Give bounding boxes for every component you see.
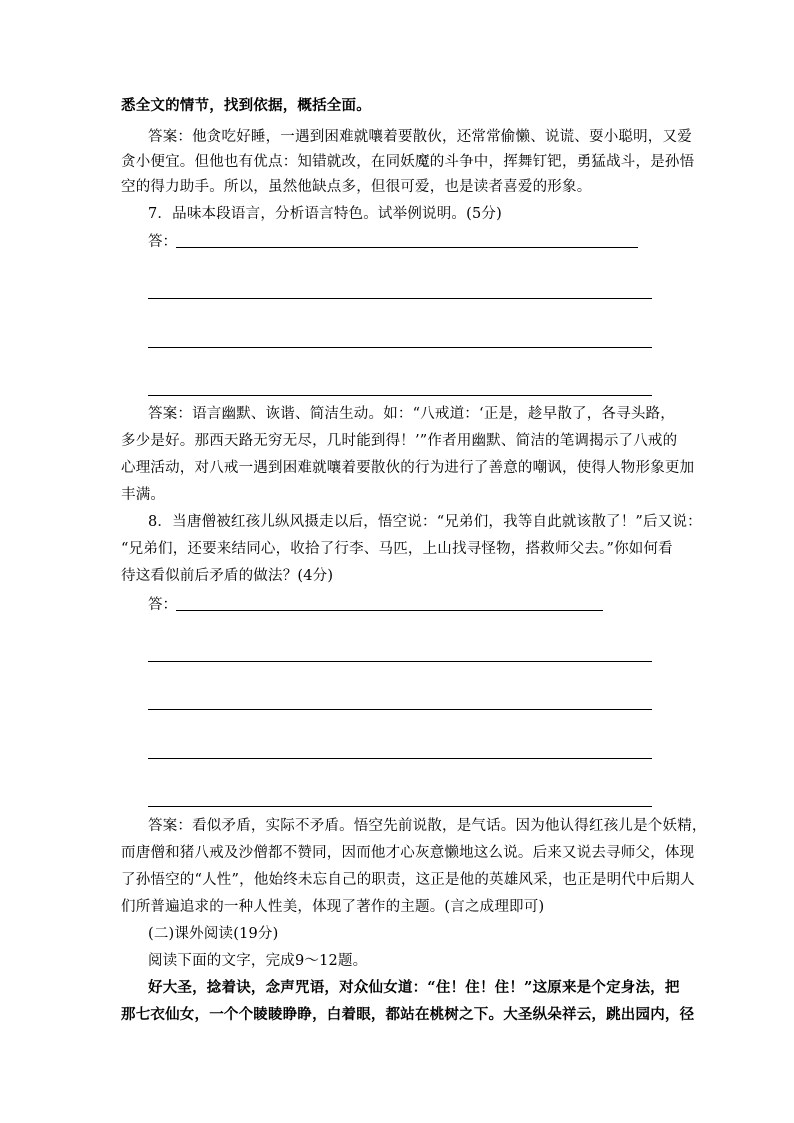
answer-text-line: 了孙悟空的“人性”，他始终未忘自己的职责，这正是他的英雄风采，也正是明代中后期人 <box>121 872 695 888</box>
answer-text-line: 答案：看似矛盾，实际不矛盾。悟空先前说散，是气话。因为他认得红孩儿是个妖精， <box>148 818 707 834</box>
answer-blank-line[interactable] <box>176 247 638 248</box>
answer-blank-line[interactable] <box>176 610 603 611</box>
answer-blank-line[interactable] <box>148 395 652 396</box>
answer-blank-line[interactable] <box>148 661 652 662</box>
answer-text-line: 答案：语言幽默、诙谐、简洁生动。如：“八戒道：‘正是，趁早散了，各寻头路， <box>148 406 675 422</box>
passage-line: 那七衣仙女，一个个睖睖睁睁，白着眼，都站在桃树之下。大圣纵朵祥云，跳出园内，径 <box>121 1006 695 1023</box>
answer-blank-line[interactable] <box>148 709 652 710</box>
answer-text-line: 多少是好。那西天路无穷无尽，几时能到得！’”作者用幽默、简洁的笔调揭示了八戒的 <box>121 433 678 449</box>
answer-text-line: 贪小便宜。但他也有优点：知错就改，在同妖魔的斗争中，挥舞钉钯，勇猛战斗，是孙悟 <box>121 154 695 170</box>
question-8: 8．当唐僧被红孩儿纵风摄走以后，悟空说：“兄弟们，我等自此就该散了！”后又说： <box>148 514 702 530</box>
answer-text-line: 而唐僧和猪八戒及沙僧都不赞同，因而他才心灰意懒地这么说。后来又说去寻师父，体现 <box>121 845 695 861</box>
answer-blank-line[interactable] <box>148 347 652 348</box>
section-heading: (二)课外阅读(19分) <box>148 926 279 942</box>
answer-label: 答： <box>148 234 177 250</box>
passage-line: 好大圣，捻着诀，念声咒语，对众仙女道：“住！住！住！”这原来是个定身法，把 <box>148 979 680 996</box>
question-8-line: “兄弟们，还要来结同心，收拾了行李、马匹，上山找寻怪物，搭救师父去。”你如何看 <box>121 541 673 557</box>
answer-text-line: 空的得力助手。所以，虽然他缺点多，但很可爱，也是读者喜爱的形象。 <box>121 179 592 195</box>
instruction-line: 阅读下面的文字，完成9～12题。 <box>148 953 368 969</box>
answer-label: 答： <box>148 597 177 613</box>
question-8-line: 待这看似前后矛盾的做法？(4分) <box>121 568 334 584</box>
answer-text-line: 们所普遍追求的一种人性美，体现了著作的主题。(言之成理即可) <box>121 899 545 915</box>
answer-blank-line[interactable] <box>148 298 652 299</box>
question-7: 7．品味本段语言，分析语言特色。试举例说明。(5分) <box>148 206 502 222</box>
answer-text-line: 答案：他贪吃好睡，一遇到困难就嚷着要散伙，还常常偷懒、说谎、耍小聪明，又爱 <box>148 129 692 145</box>
answer-blank-line[interactable] <box>148 806 652 807</box>
answer-text-line: 丰满。 <box>121 487 166 503</box>
text-line: 悉全文的情节，找到依据，概括全面。 <box>121 97 371 114</box>
answer-text-line: 心理活动，对八戒一遇到困难就嚷着要散伙的行为进行了善意的嘲讽，使得人物形象更加 <box>121 460 695 476</box>
answer-blank-line[interactable] <box>148 758 652 759</box>
